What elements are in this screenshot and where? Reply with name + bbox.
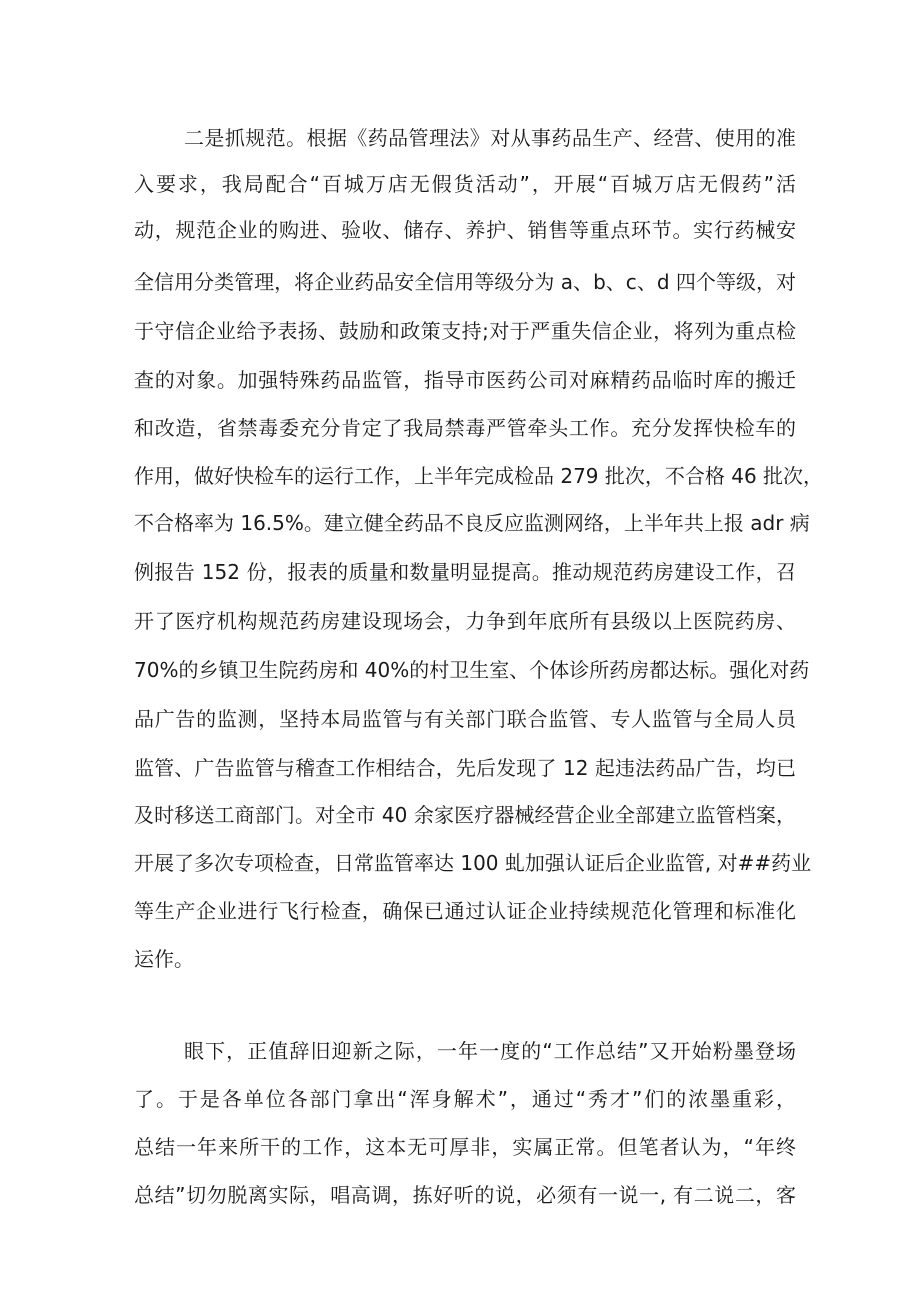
paragraph-1-line-3: 动，规范企业的购进、验收、储存、养护、销售等重点环节。实行药械安 [134, 218, 796, 242]
paragraph-1-line-15: 及时移送工商部门。对全市 40 余家医疗器械经营企业全部建立监管档案， [134, 803, 796, 827]
paragraph-1-line-4: 全信用分类管理，将企业药品安全信用等级分为 a、b、c、d 四个等级，对 [134, 270, 796, 294]
paragraph-1-line-2: 入要求，我局配合“百城万店无假货活动”，开展“百城万店无假药”活 [134, 172, 796, 196]
paragraph-2-line-3: 总结一年来所干的工作，这本无可厚非，实属正常。但笔者认为，“年终 [134, 1135, 796, 1159]
paragraph-1-line-17: 等生产企业进行飞行检查，确保已通过认证企业持续规范化管理和标准化 [134, 899, 796, 923]
paragraph-1-line-11: 开了医疗机构规范药房建设现场会，力争到年底所有县级以上医院药房、 [134, 609, 796, 633]
paragraph-2-line-4: 总结”切勿脱离实际，唱高调，拣好听的说，必须有一说一, 有二说二，客 [134, 1183, 796, 1207]
paragraph-1-line-7: 和改造，省禁毒委充分肯定了我局禁毒严管牵头工作。充分发挥快检车的 [134, 416, 796, 440]
paragraph-1-line-14: 监管、广告监管与稽查工作相结合，先后发现了 12 起违法药品广告，均已 [134, 756, 796, 780]
paragraph-1-line-12: 70%的乡镇卫生院药房和 40%的村卫生室、个体诊所药房都达标。强化对药 [134, 658, 810, 682]
paragraph-1-line-18: 运作。 [134, 947, 194, 971]
paragraph-1-line-5: 于守信企业给予表扬、鼓励和政策支持;对于严重失信企业，将列为重点检 [134, 319, 796, 343]
paragraph-2-line-2: 了。于是各单位各部门拿出“浑身解术”，通过“秀才”们的浓墨重彩， [134, 1087, 796, 1111]
paragraph-1-line-1: 二是抓规范。根据《药品管理法》对从事药品生产、经营、使用的准 [184, 126, 796, 150]
paragraph-1-line-13: 品广告的监测，坚持本局监管与有关部门联合监管、专人监管与全局人员 [134, 707, 796, 731]
paragraph-1-line-16: 开展了多次专项检查，日常监管率达 100 虬加强认证后企业监管, 对##药业 [134, 851, 812, 875]
paragraph-1-line-9: 不合格率为 16.5%。建立健全药品不良反应监测网络，上半年共上报 adr 病 [134, 511, 810, 535]
paragraph-1-line-6: 查的对象。加强特殊药品监管，指导市医药公司对麻精药品临时库的搬迁 [134, 368, 796, 392]
paragraph-1-line-10: 例报告 152 份，报表的质量和数量明显提高。推动规范药房建设工作，召 [134, 560, 796, 584]
paragraph-2-line-1: 眼下，正值辞旧迎新之际，一年一度的“工作总结”又开始粉墨登场 [184, 1039, 796, 1063]
paragraph-1-line-8: 作用，做好快检车的运行工作，上半年完成检品 279 批次，不合格 46 批次， [134, 464, 824, 488]
